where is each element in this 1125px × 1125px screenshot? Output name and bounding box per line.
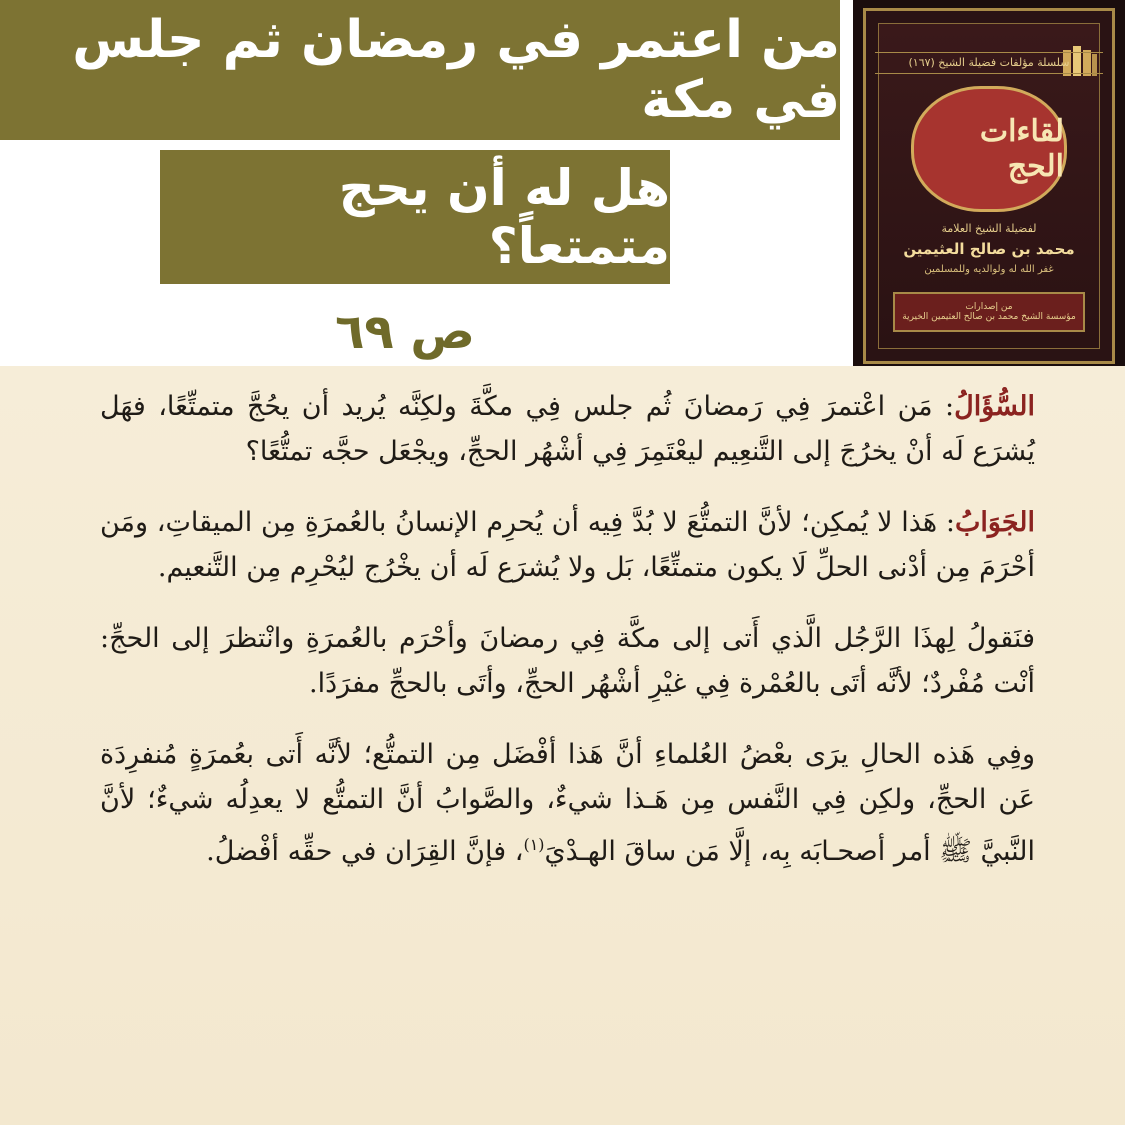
paragraph-2: فنَقولُ لِهذَا الرَّجُل الَّذي أَتى إلى مكَّة فِي رمضانَ وأحْرَم بالعُمرَةِ وانْتظرَ إلى الحجِّ: أنْت مُفْردٌ؛ لأنَّه أتَى بالعُمْرة فِي غيْرِ أشْهُر الحجِّ، وأتَى بالحجِّ مفرَدًا. (100, 623, 1035, 699)
cover-author: محمد بن صالح العثيمين (903, 240, 1075, 258)
headline-banner (0, 0, 840, 140)
cover-publisher: مؤسسة الشيخ محمد بن صالح العثيمين الخيرية (902, 312, 1076, 322)
cover-title-medallion (911, 86, 1067, 212)
question-paragraph (100, 384, 1035, 474)
cover-publisher-box (893, 292, 1085, 332)
paragraph-3-part-1: وفِي هَذه الحالِ يرَى بعْضُ العُلماءِ أنَّ هَذا أفْضَل مِن التمتُّع؛ لأنَّه أَتى بعُمرَةٍ مُنفرِدَة عَن الحجِّ، ولكِن فِي النَّفس مِن هَـذا شيءٌ، والصَّوابُ أنَّ التمتُّع لا يعدِلُه شيءٌ؛ لأنَّ النَّبيَّ ﷺ أمر أصحـابَه بِه، إلَّا مَن ساقَ الهـدْيَ (100, 739, 1035, 867)
cover-title: لقاءات الحج (979, 114, 1064, 184)
footnote-marker: (١) (523, 835, 545, 854)
subheadline-banner (160, 150, 670, 284)
cover-series-label: سلسلة مؤلفات فضيلة الشيخ (١٦٧) (875, 52, 1103, 74)
answer-paragraph (100, 500, 1035, 590)
question-text: : مَن اعْتمرَ فِي رَمضانَ ثُم جلس فِي مكَّةَ ولكِنَّه يُريد أن يحُجَّ متمتِّعًا، فهَل يُشرَع لَه أنْ يخرُجَ إلى التَّنعِيم ليعْتَمِرَ فِي أشْهُر الحجِّ، ويجْعَل حجَّه تمتُّعًا؟ (100, 391, 1035, 467)
cover-publisher-label: من إصدارات (965, 302, 1013, 312)
paragraph-3 (100, 732, 1035, 874)
cover-blessing: غفر الله له ولوالديه وللمسلمين (924, 264, 1054, 275)
answer-label: الجَوَابُ (954, 507, 1035, 538)
book-cover-image (853, 0, 1125, 372)
headline-line-1: من اعتمر في رمضان ثم جلس في مكة (72, 10, 840, 130)
question-label: السُّؤَالُ (954, 391, 1035, 422)
headline-line-2: هل له أن يحج متمتعاً؟ (338, 159, 670, 275)
page-reference: ص ٦٩ (335, 304, 475, 360)
scanned-book-page (0, 366, 1125, 1125)
page-body-text (100, 384, 1035, 900)
cover-author-label: لفضيلة الشيخ العلامة (941, 222, 1037, 235)
paragraph-3-part-2: ، فإنَّ القِرَان في حقِّه أفْضلُ. (206, 836, 524, 867)
answer-text: : هَذا لا يُمكِن؛ لأنَّ التمتُّعَ لا بُدَّ فِيه أن يُحرِم الإنسانُ بالعُمرَةِ مِن الميقاتِ، ومَن أحْرَمَ مِن أدْنى الحلِّ لَا يكون متمتِّعًا، بَل ولا يُشرَع لَه أن يخْرُج ليُحْرِم مِن التَّنعيم. (100, 507, 1035, 583)
